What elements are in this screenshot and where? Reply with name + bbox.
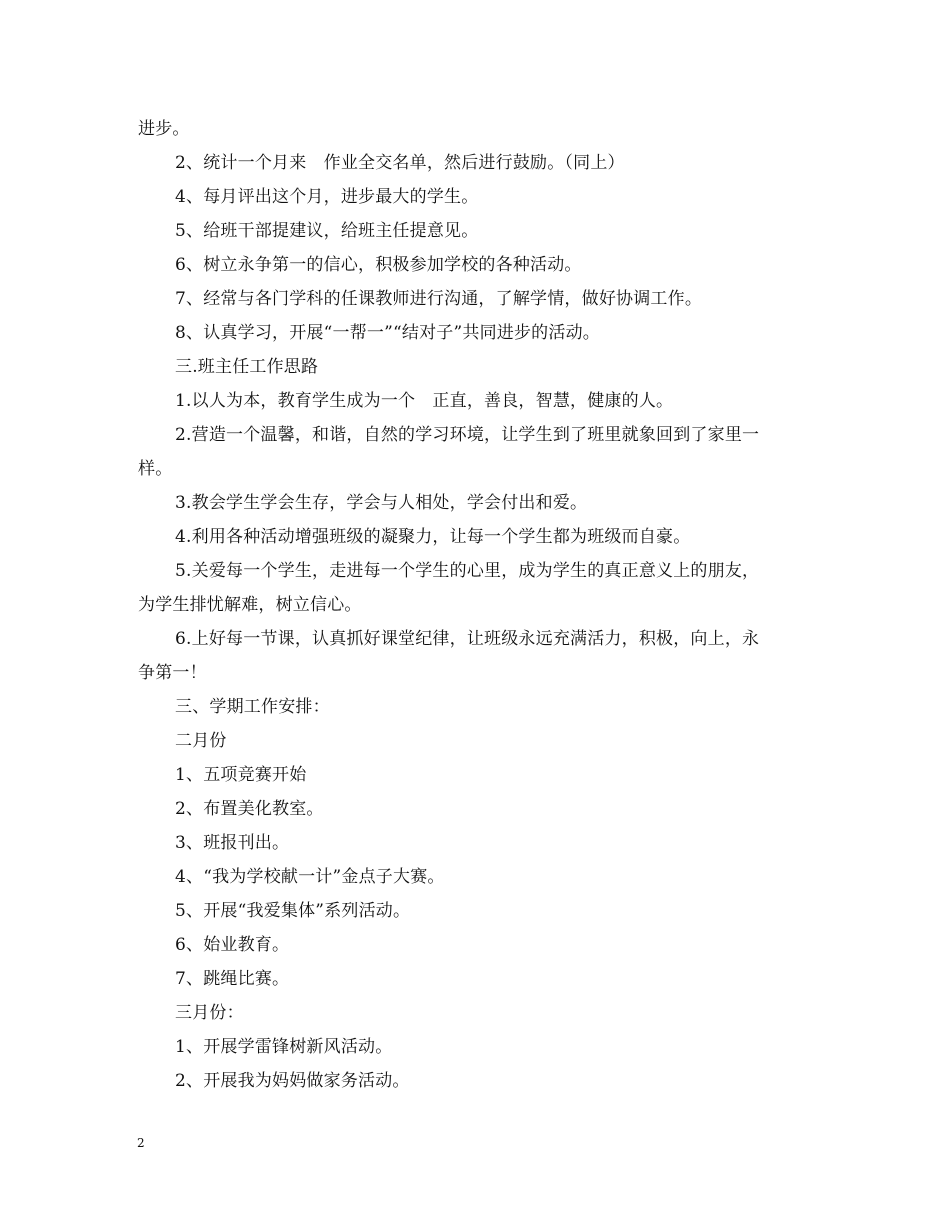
text-line: 5.关爱每一个学生，走进每一个学生的心里，成为学生的真正意义上的朋友， (175, 561, 760, 581)
list-item: 5、开展“我爱集体”系列活动。 (175, 901, 411, 921)
text-line: 5、给班干部提建议，给班主任提意见。 (175, 221, 479, 241)
text-line: 8、认真学习，开展“一帮一”“结对子”共同进步的活动。 (175, 323, 600, 343)
text-line: 为学生排忧解难，树立信心。 (138, 595, 362, 615)
page-number: 2 (137, 1136, 145, 1150)
list-item: 7、跳绳比赛。 (175, 969, 290, 989)
text-line: 2、统计一个月来 作业全交名单，然后进行鼓励。（同上） (175, 153, 625, 173)
text-line: 6、树立永争第一的信心，积极参加学校的各种活动。 (175, 255, 582, 275)
list-item: 3、班报刊出。 (175, 833, 290, 853)
text-line: 3.教会学生学会生存，学会与人相处，学会付出和爱。 (175, 493, 588, 513)
text-line: 2.营造一个温馨，和谐，自然的学习环境，让学生到了班里就象回到了家里一 (175, 425, 760, 445)
text-line: 7、经常与各门学科的任课教师进行沟通，了解学情，做好协调工作。 (175, 289, 703, 309)
month-heading: 三月份： (175, 1003, 244, 1023)
list-item: 2、布置美化教室。 (175, 799, 324, 819)
text-line: 4、每月评出这个月，进步最大的学生。 (175, 187, 479, 207)
list-item: 4、“我为学校献一计”金点子大赛。 (175, 867, 445, 887)
section-heading: 三、学期工作安排： (175, 697, 330, 717)
text-line: 争第一！ (138, 663, 207, 683)
list-item: 2、开展我为妈妈做家务活动。 (175, 1071, 410, 1091)
list-item: 1、开展学雷锋树新风活动。 (175, 1037, 393, 1057)
section-heading: 三.班主任工作思路 (175, 357, 319, 377)
text-line: 4.利用各种活动增强班级的凝聚力，让每一个学生都为班级而自豪。 (175, 527, 691, 547)
text-line: 1.以人为本，教育学生成为一个 正直，善良，智慧，健康的人。 (175, 391, 674, 411)
month-heading: 二月份 (175, 731, 227, 751)
text-line: 样。 (138, 459, 173, 479)
document-body (138, 112, 814, 1098)
text-line: 6.上好每一节课，认真抓好课堂纪律，让班级永远充满活力，积极，向上，永 (175, 629, 760, 649)
list-item: 6、始业教育。 (175, 935, 290, 955)
text-line: 进步。 (138, 119, 190, 139)
list-item: 1、五项竞赛开始 (175, 765, 307, 785)
